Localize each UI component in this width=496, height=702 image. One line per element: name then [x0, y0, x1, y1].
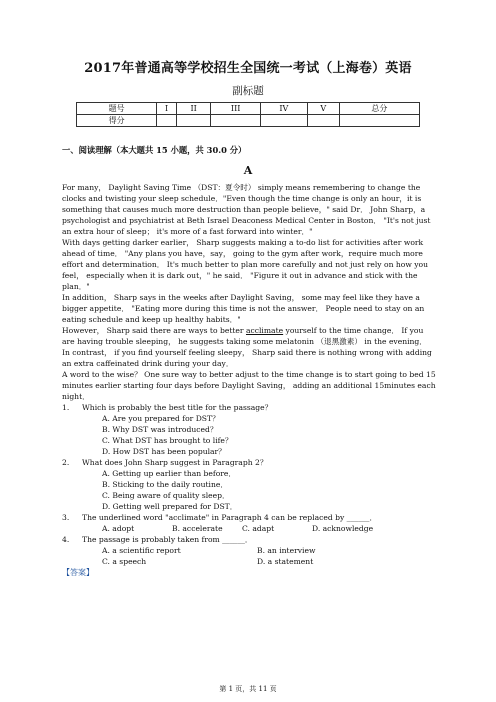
score-cell [211, 115, 260, 127]
option: C. a speech [102, 557, 147, 566]
passage-letter: A [243, 164, 253, 177]
score-header-cell: IV [260, 103, 307, 115]
page-footer: 第 1 页，共 11 页 [219, 685, 277, 693]
answer-label: 【答案】 [62, 568, 94, 577]
question-1 [62, 402, 437, 413]
paragraph-2: With days getting darker earlier， Sharp suggests making a to-do list for activities after work ahead of time． "Any plans you have，say， going to the gym after work，require much more effort and determination． It's much better to plan more carefully and not just rely on how you feel， especially when it is dark out，" he said． "Figure it out in advance and stick with the plan．" [62, 238, 428, 291]
option: B. accelerate [172, 524, 223, 533]
option: B. Sticking to the daily routine． [102, 480, 228, 489]
paragraph-1: For many， Daylight Saving Time （DST：夏令时） simply means remembering to change the clocks and twisting your sleep schedule．"Even though the time change is only an hour，it is something that causes much more destruction than people believe，" said Dr． John Sharp，a psychologist and psychiatrist at Beth Israel Deaconess Medical Center in Boston． "It's not just an extra hour of sleep； it's more of a fast forward into winter．" [62, 183, 431, 236]
score-cell [176, 115, 211, 127]
question-number: 3. [62, 513, 70, 522]
option: C. What DST has brought to life？ [102, 436, 233, 445]
option: A. Are you prepared for DST？ [102, 414, 220, 423]
section-heading: 一、阅读理解（本大题共 15 小题，共 30.0 分） [62, 145, 247, 155]
score-table-score-row [77, 115, 420, 127]
option-row [62, 523, 437, 534]
question-stem: What does John Sharp suggest in Paragraph 2？ [82, 458, 268, 467]
option: D. How DST has been popular？ [102, 447, 226, 456]
option: B. Why DST was introduced？ [102, 425, 218, 434]
score-cell [157, 115, 177, 127]
question-3 [62, 512, 437, 523]
option: D. Getting well prepared for DST． [102, 502, 238, 511]
underlined-word: acclimate [245, 326, 284, 335]
score-cell [260, 115, 307, 127]
paragraph-3: In addition， Sharp says in the weeks after Daylight Saving， some may feel like they have a bigger appetite． "Eating more during this time is not the answer． People need to stay on an eating schedule and keep up healthy habits．" [62, 293, 425, 324]
score-header-cell: V [307, 103, 339, 115]
score-header-cell: I [157, 103, 177, 115]
score-header-cell: 总分 [339, 103, 419, 115]
score-header-cell: III [211, 103, 260, 115]
option-row [62, 556, 437, 567]
question-stem: Which is probably the best title for the passage？ [82, 403, 273, 412]
option-row [62, 545, 437, 556]
score-header-cell: II [176, 103, 211, 115]
score-row-label: 得分 [77, 115, 157, 127]
option: C. adapt [242, 524, 275, 533]
option: A. Getting up earlier than before． [102, 469, 237, 478]
option: D. a statement [257, 557, 314, 566]
option: D. acknowledge [312, 524, 374, 533]
score-cell [307, 115, 339, 127]
paragraph-4 [62, 325, 437, 369]
option: A. a scientific report [102, 546, 181, 555]
question-number: 1. [62, 403, 70, 412]
question-number: 4. [62, 535, 70, 544]
paragraph-4-end: yourself to the time change． If you are having trouble sleeping， he suggests taking some melatonin （退黑激素） in the evening． In contrast， if you find yourself feeling sleepy， Sharp said there is nothing wrong with adding an extra caffeinated drink during your day． [62, 326, 432, 368]
option: B. an interview [257, 546, 316, 555]
passage-body [62, 182, 437, 579]
question-number: 2. [62, 458, 70, 467]
question-stem: The passage is probably taken from ______． [82, 535, 253, 544]
option: A. adopt [102, 524, 135, 533]
question-2 [62, 457, 437, 468]
paragraph-4-start: However， Sharp said there are ways to better [62, 326, 246, 335]
score-table [76, 102, 420, 127]
score-header-cell: 题号 [77, 103, 157, 115]
option: C. Being aware of quality sleep． [102, 491, 230, 500]
score-table-header-row [77, 103, 420, 115]
score-cell [339, 115, 419, 127]
question-4 [62, 534, 437, 545]
paragraph-5: A word to the wise？ One sure way to better adjust to the time change is to start going to bed 15 minutes earlier starting four days before Daylight Saving， adding an additional 15minutes each night． [62, 370, 436, 401]
question-stem: The underlined word "acclimate" in Paragraph 4 can be replaced by ______． [82, 513, 378, 522]
subtitle: 副标题 [232, 85, 264, 97]
exam-title: 2017年普通高等学校招生全国统一考试（上海卷）英语 [84, 61, 412, 76]
